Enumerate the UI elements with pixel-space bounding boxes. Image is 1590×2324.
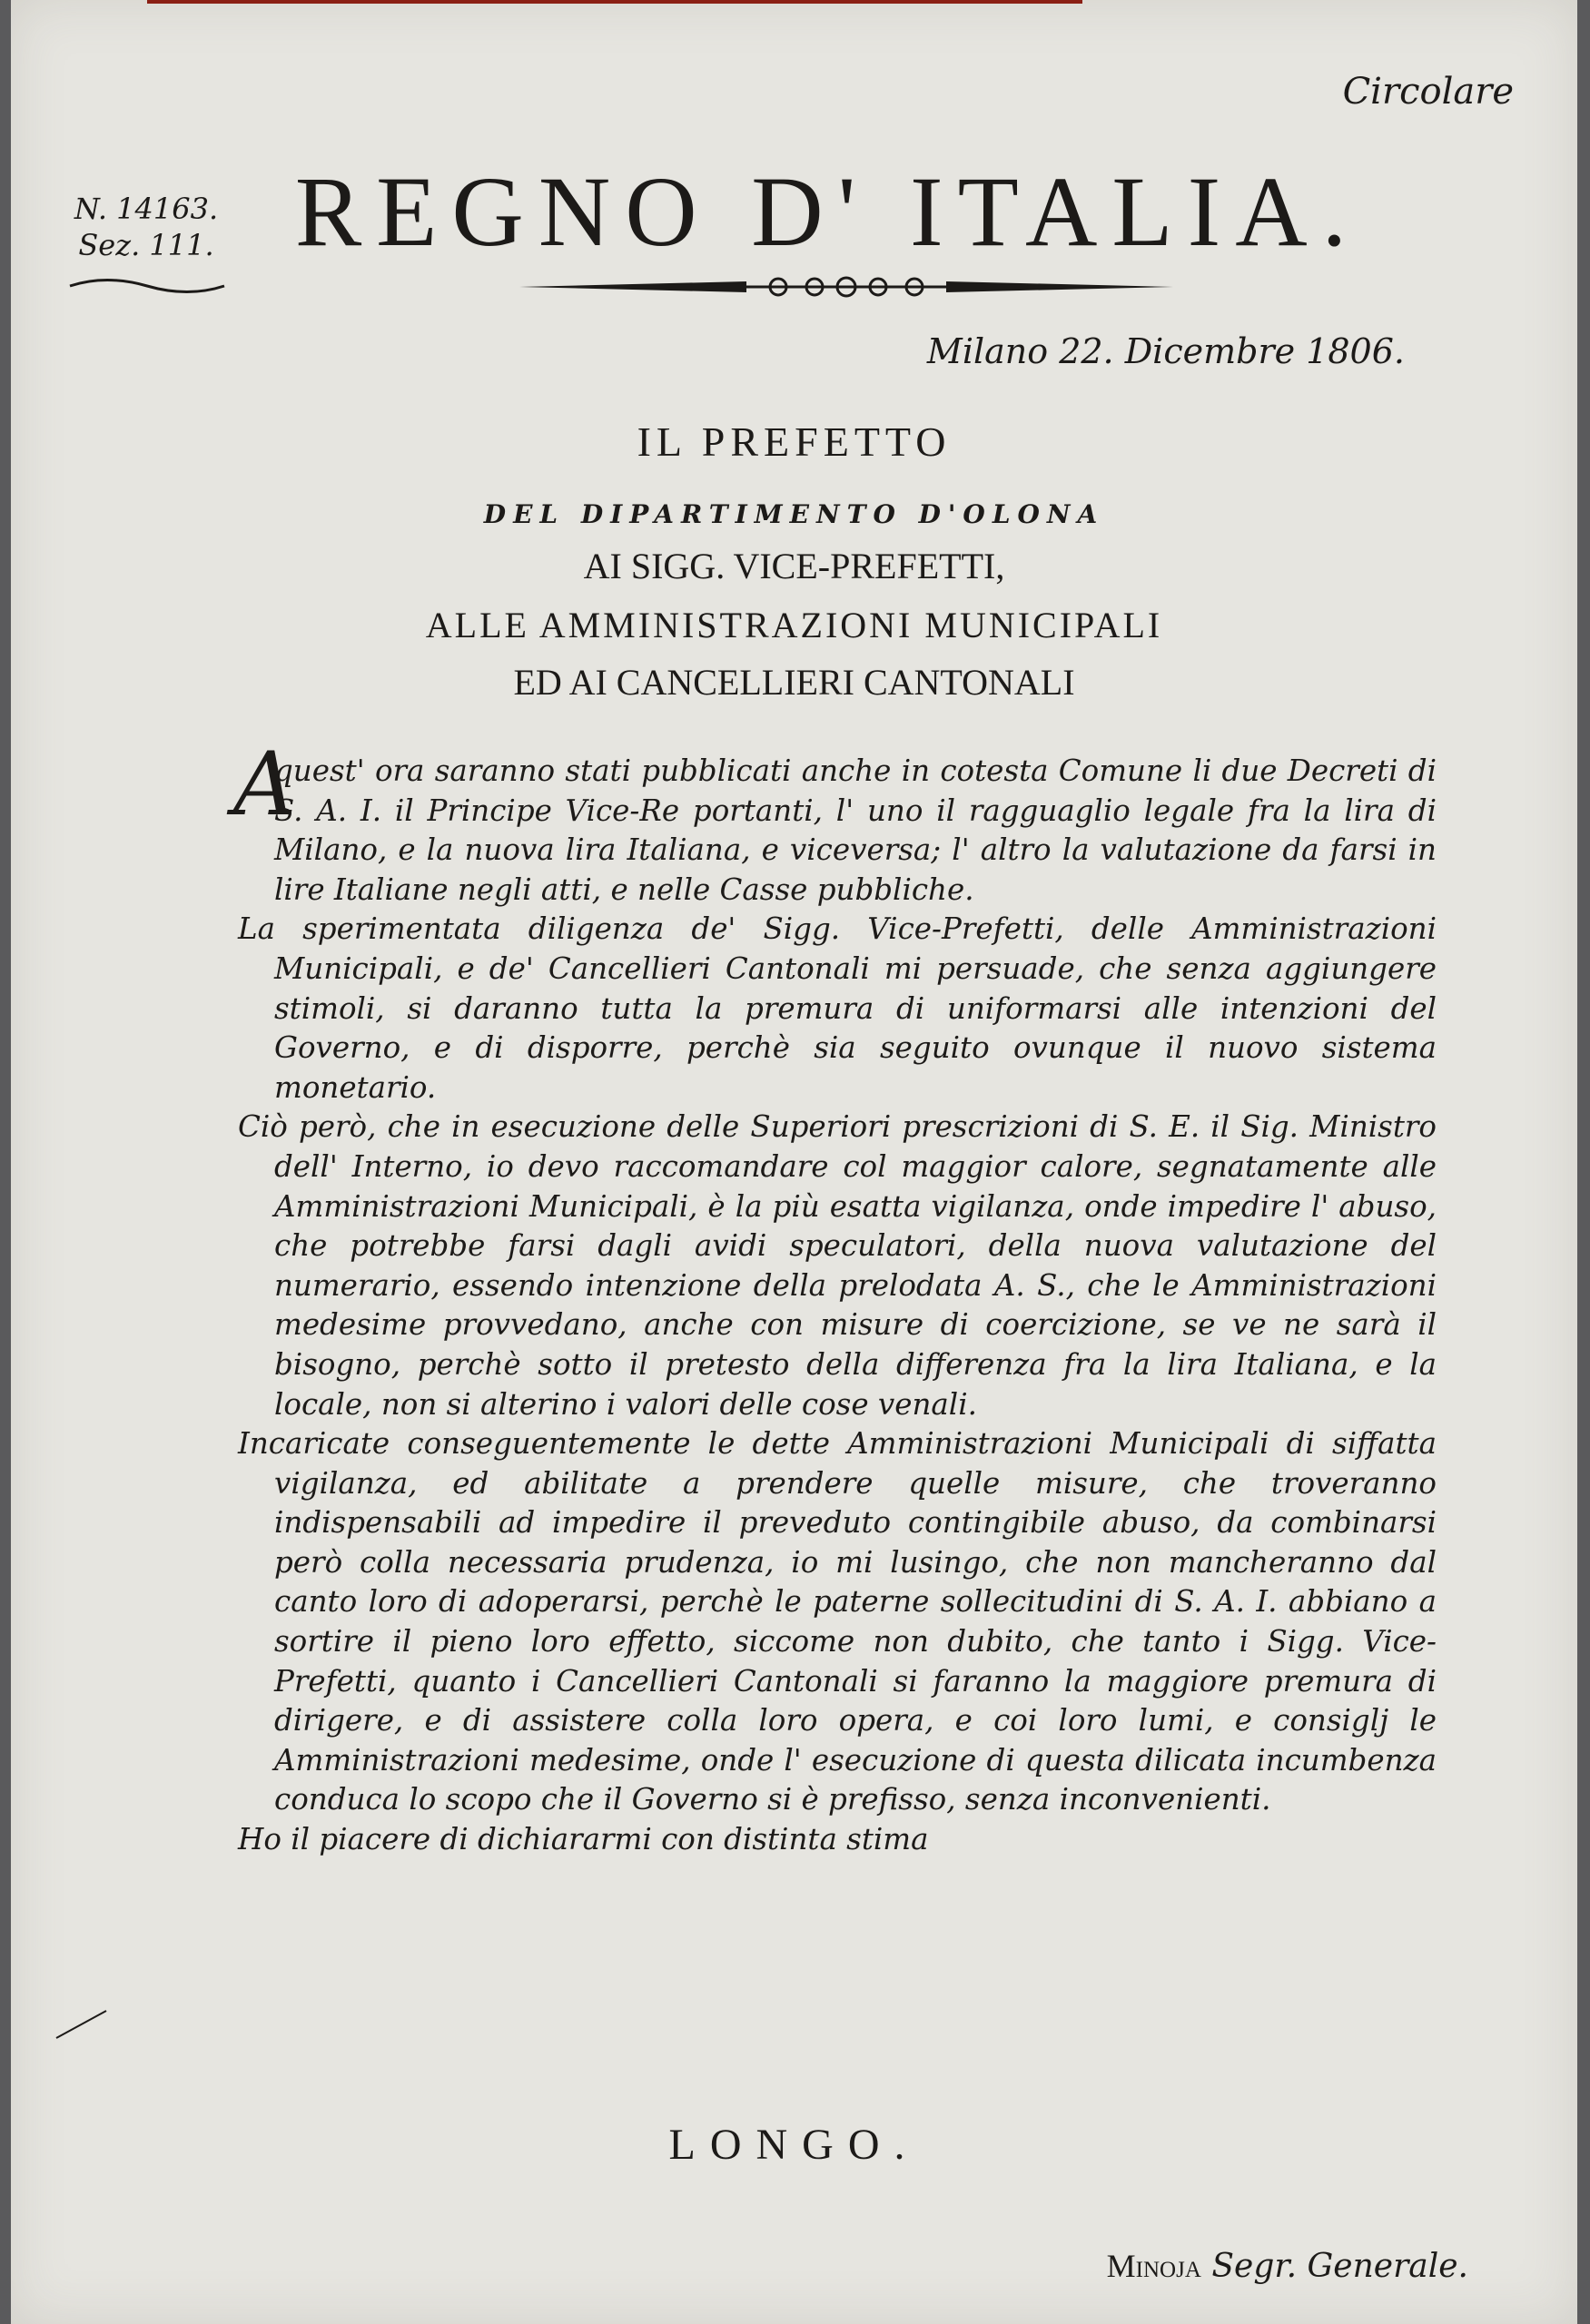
- reference-number: N. 14163.: [74, 192, 219, 226]
- signature-name: LONGO.: [668, 2121, 920, 2169]
- masthead-title: REGNO D' ITALIA.: [294, 156, 1362, 267]
- addressee-line-1: AI SIGG. VICE-PREFETTI,: [583, 546, 1005, 586]
- secretary-title: Segr. Generale.: [1211, 2248, 1468, 2285]
- letter-body: [233, 734, 1437, 1860]
- pen-mark: [52, 2006, 115, 2043]
- circular-label: Circolare: [1342, 71, 1514, 113]
- paragraph-2: La sperimentata diligenza de' Sigg. Vice-Prefetti, delle Amministrazioni Municipali, e de' Cancellieri Cantonali mi persuade, che senza aggiungere stimoli, si daranno tutta la premura di uniformarsi alle intenzioni del Governo, e di disporre, perchè sia seguito ovunque il nuovo sistema monetario.: [238, 911, 1437, 1105]
- secretary-name: Minoja: [1106, 2248, 1201, 2284]
- paragraph-text: quest' ora saranno stati pubblicati anche in cotesta Comune li due Decreti di S. A. I. il Principe Vice-Re portanti, l' uno il ragguaglio legale fra la lira di Milano, e la nuova lira Italiana, e viceversa; l' altro la valutazione da farsi in lire Italiane negli atti, e nelle Casse pubbliche.: [274, 753, 1437, 907]
- addressee-line-2: ALLE AMMINISTRAZIONI MUNICIPALI: [425, 605, 1163, 645]
- closing-line: Ho il piacere di dichiararmi con distinta stima: [238, 1822, 929, 1857]
- dateline: Milano 22. Dicembre 1806.: [926, 331, 1405, 371]
- reference-section: Sez. 111.: [78, 228, 214, 262]
- sender-title: IL PREFETTO: [637, 419, 952, 465]
- sender-department: DEL DIPARTIMENTO D'OLONA: [483, 499, 1105, 529]
- document-sheet: [11, 0, 1577, 2324]
- reference-block: [60, 191, 232, 263]
- flourish-ornament: [65, 272, 229, 300]
- top-edge-line: [147, 0, 1082, 4]
- paragraph-4: Incaricate conseguentemente le dette Amministrazioni Municipali di siffatta vigilanza, ed abilitate a prendere quelle misure, che troveranno indispensabili ad impedire il preveduto contingibile abuso, da combinarsi però colla necessaria prudenza, io mi lusingo, che non mancheranno dal canto loro di adoperarsi, perchè le paterne sollecitudini di S. A. I. abbiano a sortire il pieno loro effetto, siccome non dubito, che tanto i Sigg. Vice-Prefetti, quanto i Cancellieri Cantonali si faranno la maggiore premura di dirigere, e di assistere colla loro opera, e coi loro lumi, e consiglj le Amministrazioni medesime, onde l' esecuzione di questa dilicata incumbenza conduca lo scopo che il Governo si è prefisso, senza inconvenienti.: [238, 1426, 1437, 1817]
- addressee-line-3: ED AI CANCELLIERI CANTONALI: [513, 662, 1075, 703]
- paragraph-3: Ciò però, che in esecuzione delle Superiori prescrizioni di S. E. il Sig. Ministro dell' Interno, io devo raccomandare col maggior calore, segnatamente alle Amministrazioni Municipali, è la più esatta vigilanza, onde impedire l' abuso, che potrebbe farsi dagli avidi speculatori, della nuova valutazione del numerario, essendo intenzione della prelodata A. S., che le Amministrazioni medesime provvedano, anche con misure di coercizione, se ve ne sarà il bisogno, perchè sotto il pretesto della differenza fra la lira Italiana, e la locale, non si alterino i valori delle cose venali.: [238, 1109, 1437, 1422]
- paragraph-1: [233, 734, 1437, 910]
- drop-cap: A: [233, 734, 297, 835]
- decorative-rule: [519, 269, 1173, 305]
- secretary-line: [1107, 2247, 1468, 2285]
